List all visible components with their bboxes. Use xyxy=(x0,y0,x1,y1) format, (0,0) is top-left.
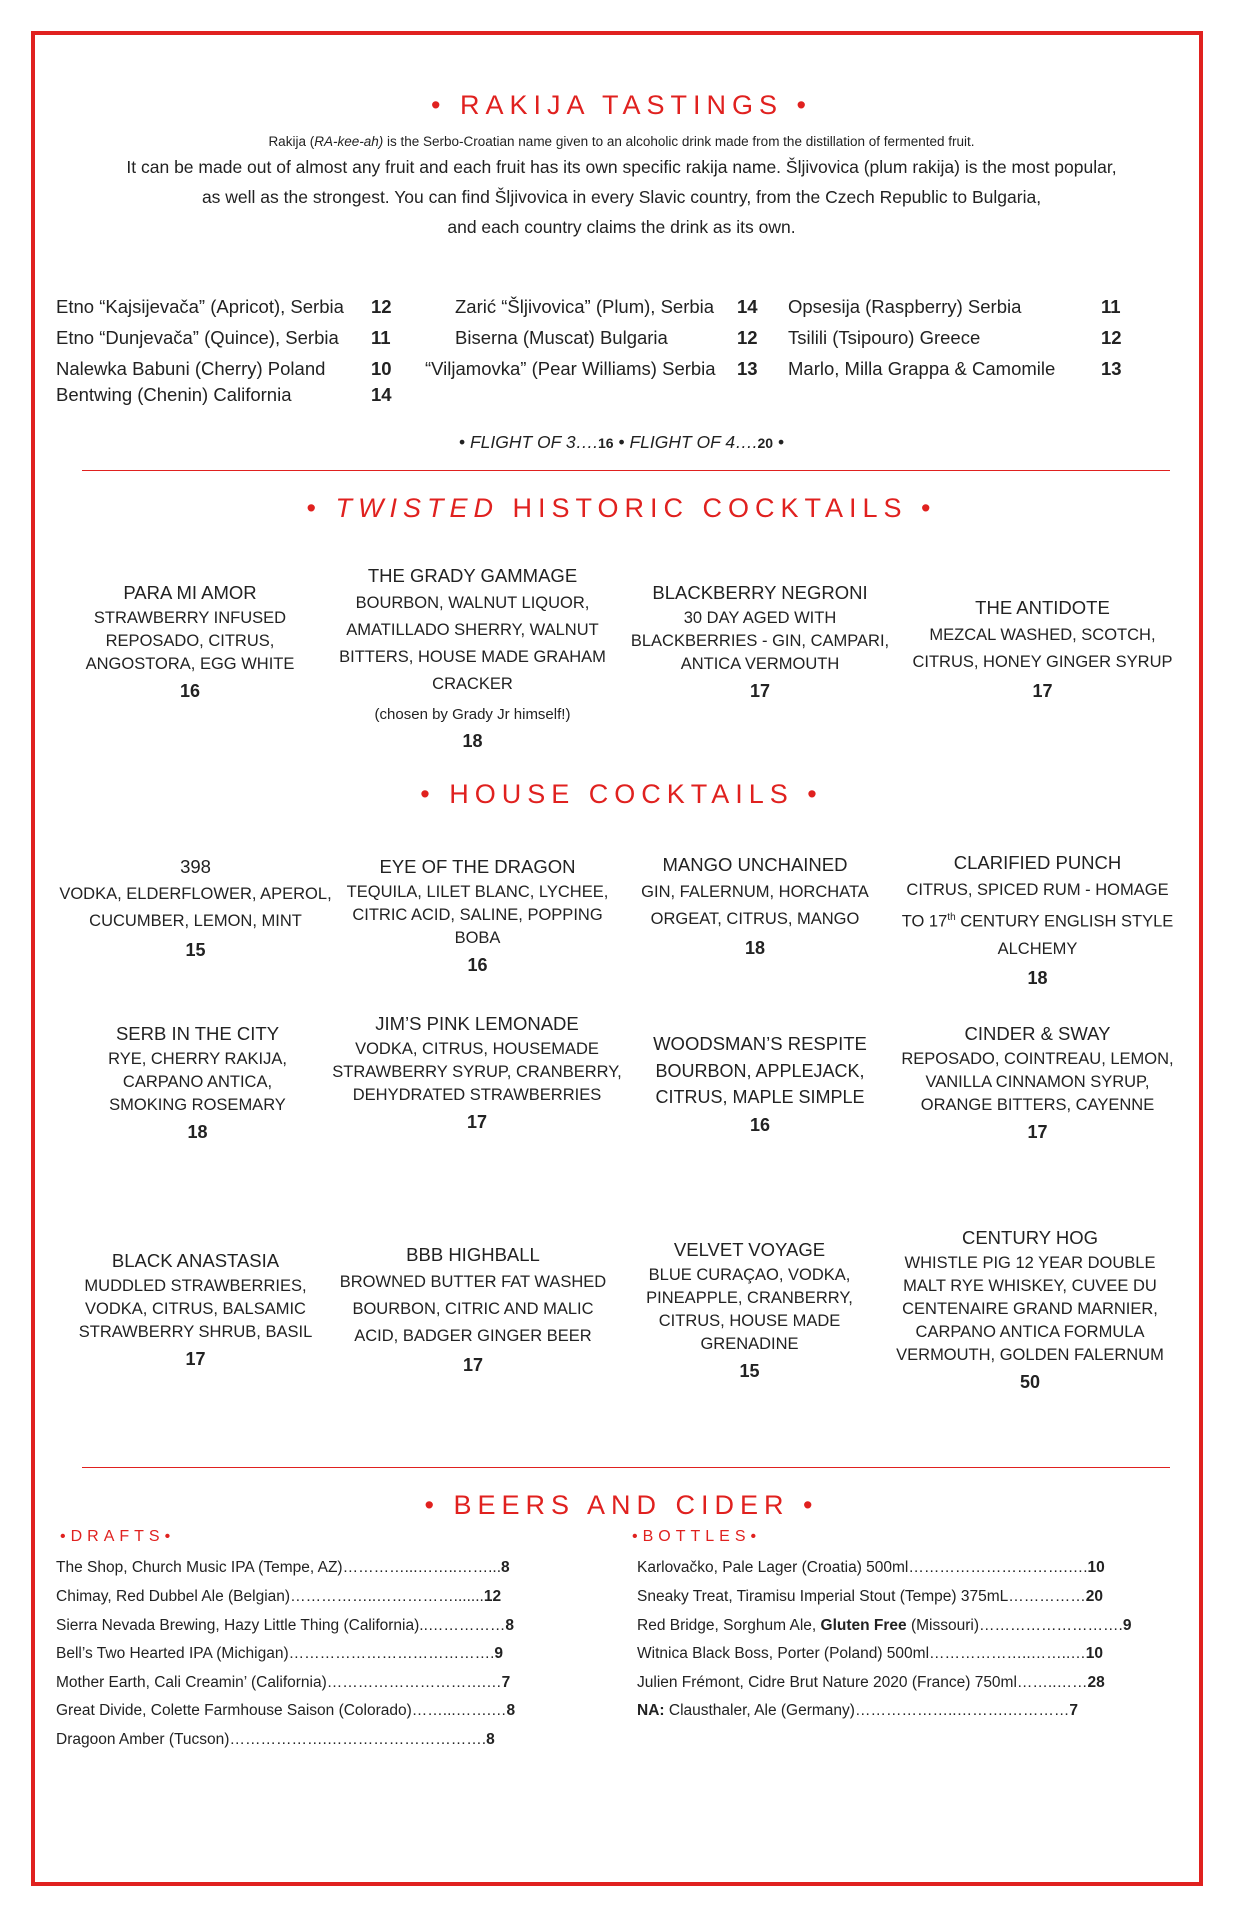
cocktail-ingredients: MUDDLED STRAWBERRIES, VODKA, CITRUS, BALSAMIC STRAWBERRY SHRUB, BASIL xyxy=(78,1277,313,1341)
rakija-item-price: 13 xyxy=(1101,358,1122,379)
draft-item: Great Divide, Colette Farmhouse Saison (Colorado)……...…….…8 xyxy=(56,1702,516,1719)
rakija-item-price: 11 xyxy=(1101,296,1121,317)
cocktail-item xyxy=(58,1250,333,1370)
rakija-item-price: 14 xyxy=(737,296,758,317)
cocktail-item xyxy=(625,854,885,959)
rakija-item-price: 12 xyxy=(737,327,758,348)
cocktail-item xyxy=(58,856,333,961)
rakija-item-name: Zarić “Šljivovica” (Plum), Serbia xyxy=(455,296,715,317)
cocktail-ingredients: WHISTLE PIG 12 YEAR DOUBLE MALT RYE WHISKEY, CUVEE DU CENTENAIRE GRAND MARNIER, CARPANO ANTICA FORMULA VERMOUTH, GOLDEN FALERNUM xyxy=(896,1254,1164,1364)
divider xyxy=(82,1467,1170,1468)
cocktail-item xyxy=(90,1023,305,1143)
cocktail-name: SERB IN THE CITY xyxy=(115,1023,280,1044)
bottle-item: Witnica Black Boss, Porter (Poland) 500ml………………..……..…10 xyxy=(637,1645,1104,1662)
draft-item: The Shop, Church Music IPA (Tempe, AZ)…………...……..……...8 xyxy=(56,1559,510,1576)
cocktail-price: 15 xyxy=(185,940,206,960)
cocktail-ingredients: CITRUS, SPICED RUM - HOMAGE TO 17th CENTURY ENGLISH STYLE ALCHEMY xyxy=(901,881,1174,958)
cocktail-price: 17 xyxy=(1032,681,1053,701)
draft-item: Mother Earth, Cali Creamin’ (California)………………………….…7 xyxy=(56,1674,511,1691)
cocktail-name: EYE OF THE DRAGON xyxy=(379,856,576,877)
cocktail-name: BLACKBERRY NEGRONI xyxy=(652,582,868,603)
cocktail-price: 16 xyxy=(179,681,201,701)
cocktail-price: 18 xyxy=(744,938,766,958)
rakija-item-price: 10 xyxy=(371,358,392,379)
beers-title: • BEERS AND CIDER • xyxy=(424,1490,819,1520)
rakija-intro-definition: Rakija (RA-kee-ah) is the Serbo-Croatian name given to an alcoholic drink made from the distillation of fermented fruit. xyxy=(268,134,975,149)
rakija-item-price: 12 xyxy=(371,296,392,317)
cocktail-item xyxy=(612,1239,887,1382)
cocktail-price: 17 xyxy=(185,1349,206,1369)
draft-item: Chimay, Red Dubbel Ale (Belgian)……………..…………….......12 xyxy=(56,1588,502,1605)
cocktail-price: 18 xyxy=(1027,967,1048,988)
cocktail-price: 17 xyxy=(749,681,771,701)
rakija-item-name: Tsilili (Tsipouro) Greece xyxy=(788,327,981,348)
cocktail-ingredients: RYE, CHERRY RAKIJA, CARPANO ANTICA, SMOKING ROSEMARY xyxy=(108,1050,287,1114)
bottle-item: NA: Clausthaler, Ale (Germany)………………..……….…………7 xyxy=(637,1702,1078,1719)
cocktail-name: CLARIFIED PUNCH xyxy=(953,852,1122,873)
rakija-item-name: Biserna (Muscat) Bulgaria xyxy=(455,327,668,348)
cocktail-ingredients: VODKA, ELDERFLOWER, APEROL, CUCUMBER, LEMON, MINT xyxy=(59,885,332,930)
cocktail-item xyxy=(340,856,615,976)
cocktail-item xyxy=(332,1013,622,1133)
cocktail-name: 398 xyxy=(180,856,211,877)
cocktail-name: THE ANTIDOTE xyxy=(975,597,1110,618)
cocktail-ingredients: 30 DAY AGED WITH BLACKBERRIES - GIN, CAMPARI, ANTICA VERMOUTH xyxy=(630,609,890,673)
rakija-item-name: “Viljamovka” (Pear Williams) Serbia xyxy=(425,358,716,379)
cocktail-item xyxy=(70,582,310,702)
cocktail-price: 17 xyxy=(466,1112,488,1132)
flight-pricing: • FLIGHT OF 3….16 • FLIGHT OF 4….20 • xyxy=(458,432,785,452)
cocktail-ingredients: REPOSADO, COINTREAU, LEMON, VANILLA CINNAMON SYRUP, ORANGE BITTERS, CAYENNE xyxy=(901,1050,1174,1114)
rakija-item-name: Marlo, Milla Grappa & Camomile xyxy=(788,358,1056,379)
divider xyxy=(82,470,1170,471)
rakija-item-name: Etno “Dunjevača” (Quince), Serbia xyxy=(56,327,339,348)
cocktail-ingredients: BOURBON, WALNUT LIQUOR, AMATILLADO SHERRY, WALNUT BITTERS, HOUSE MADE GRAHAM CRACKER xyxy=(339,594,606,693)
cocktail-price: 16 xyxy=(467,955,488,975)
cocktail-ingredients: VODKA, CITRUS, HOUSEMADE STRAWBERRY SYRUP, CRANBERRY, DEHYDRATED STRAWBERRIES xyxy=(332,1040,622,1104)
cocktail-ingredients: MEZCAL WASHED, SCOTCH, CITRUS, HONEY GINGER SYRUP xyxy=(912,626,1173,671)
cocktail-price: 18 xyxy=(462,731,483,751)
cocktail-name: MANGO UNCHAINED xyxy=(662,854,848,875)
cocktail-ingredients: BOURBON, APPLEJACK, CITRUS, MAPLE SIMPLE xyxy=(655,1061,865,1107)
rakija-intro-line-1: It can be made out of almost any fruit and each fruit has its own specific rakija name. Šljivovica (plum rakija) is the most popular, xyxy=(126,157,1117,177)
cocktail-item xyxy=(330,565,615,752)
rakija-item-price: 13 xyxy=(737,358,758,379)
rakija-item-name: Nalewka Babuni (Cherry) Poland xyxy=(56,358,326,379)
cocktail-name: PARA MI AMOR xyxy=(123,582,257,603)
cocktail-item xyxy=(895,1023,1180,1143)
cocktail-name: THE GRADY GAMMAGE xyxy=(367,565,578,586)
cocktail-price: 18 xyxy=(187,1122,208,1142)
cocktail-name: CINDER & SWAY xyxy=(964,1023,1111,1044)
house-title: • HOUSE COCKTAILS • xyxy=(420,779,823,809)
cocktail-price: 16 xyxy=(749,1115,771,1135)
cocktail-name: BLACK ANASTASIA xyxy=(111,1250,280,1271)
bottle-item: Julien Frémont, Cidre Brut Nature 2020 (France) 750ml……..……28 xyxy=(637,1674,1105,1691)
cocktail-price: 17 xyxy=(462,1355,484,1375)
cocktail-item xyxy=(910,597,1175,702)
bottles-title: •BOTTLES• xyxy=(632,1528,762,1545)
rakija-item-price: 11 xyxy=(371,327,391,348)
cocktail-note: (chosen by Grady Jr himself!) xyxy=(374,706,571,723)
historic-title: • TWISTED HISTORIC COCKTAILS • xyxy=(306,493,937,523)
cocktail-name: CENTURY HOG xyxy=(961,1227,1099,1248)
draft-item: Bell’s Two Hearted IPA (Michigan)………………………………….9 xyxy=(56,1645,504,1662)
cocktail-name: JIM’S PINK LEMONADE xyxy=(375,1013,579,1034)
cocktail-name: BBB HIGHBALL xyxy=(406,1244,540,1265)
cocktail-item xyxy=(640,1033,880,1136)
cocktail-ingredients: TEQUILA, LILET BLANC, LYCHEE, CITRIC ACID, SALINE, POPPING BOBA xyxy=(346,883,609,947)
drafts-title: •DRAFTS• xyxy=(60,1528,176,1545)
bottle-item: Karlovačko, Pale Lager (Croatia) 500ml………………………….….10 xyxy=(637,1559,1105,1576)
cocktail-price: 15 xyxy=(739,1361,760,1381)
rakija-intro-line-2: as well as the strongest. You can find Šljivovica in every Slavic country, from the Czech Republic to Bulgaria, xyxy=(201,187,1042,207)
cocktail-item xyxy=(895,852,1180,989)
rakija-item-price: 14 xyxy=(371,384,392,405)
cocktail-ingredients: BROWNED BUTTER FAT WASHED BOURBON, CITRIC AND MALIC ACID, BADGER GINGER BEER xyxy=(339,1273,607,1345)
cocktail-ingredients: BLUE CURAÇAO, VODKA, PINEAPPLE, CRANBERRY, CITRUS, HOUSE MADE GRENADINE xyxy=(646,1266,853,1353)
rakija-item-name: Opsesija (Raspberry) Serbia xyxy=(788,296,1022,317)
cocktail-ingredients: STRAWBERRY INFUSED REPOSADO, CITRUS, ANGOSTORA, EGG WHITE xyxy=(85,609,295,673)
rakija-item-name: Etno “Kajsijevača” (Apricot), Serbia xyxy=(56,296,344,317)
cocktail-item xyxy=(630,582,890,702)
bottle-item: Red Bridge, Sorghum Ale, Gluten Free (Missouri)……………………….9 xyxy=(637,1617,1132,1634)
cocktail-name: WOODSMAN’S RESPITE xyxy=(653,1033,867,1054)
rakija-title: • RAKIJA TASTINGS • xyxy=(431,90,812,120)
rakija-item-price: 12 xyxy=(1101,327,1122,348)
draft-item: Dragoon Amber (Tucson)……………….………………………….8 xyxy=(56,1731,495,1748)
rakija-intro-line-3: and each country claims the drink as its own. xyxy=(447,217,796,237)
cocktail-price: 50 xyxy=(1019,1372,1041,1392)
cocktail-name: VELVET VOYAGE xyxy=(673,1239,826,1260)
cocktail-price: 17 xyxy=(1027,1122,1048,1142)
draft-item: Sierra Nevada Brewing, Hazy Little Thing (California)..……………8 xyxy=(56,1617,515,1634)
cocktail-item xyxy=(333,1244,613,1376)
cocktail-item xyxy=(885,1227,1175,1393)
cocktail-ingredients: GIN, FALERNUM, HORCHATA ORGEAT, CITRUS, MANGO xyxy=(641,883,869,928)
rakija-item-name: Bentwing (Chenin) California xyxy=(56,384,292,405)
bottle-item: Sneaky Treat, Tiramisu Imperial Stout (Tempe) 375mL……………20 xyxy=(637,1588,1104,1605)
